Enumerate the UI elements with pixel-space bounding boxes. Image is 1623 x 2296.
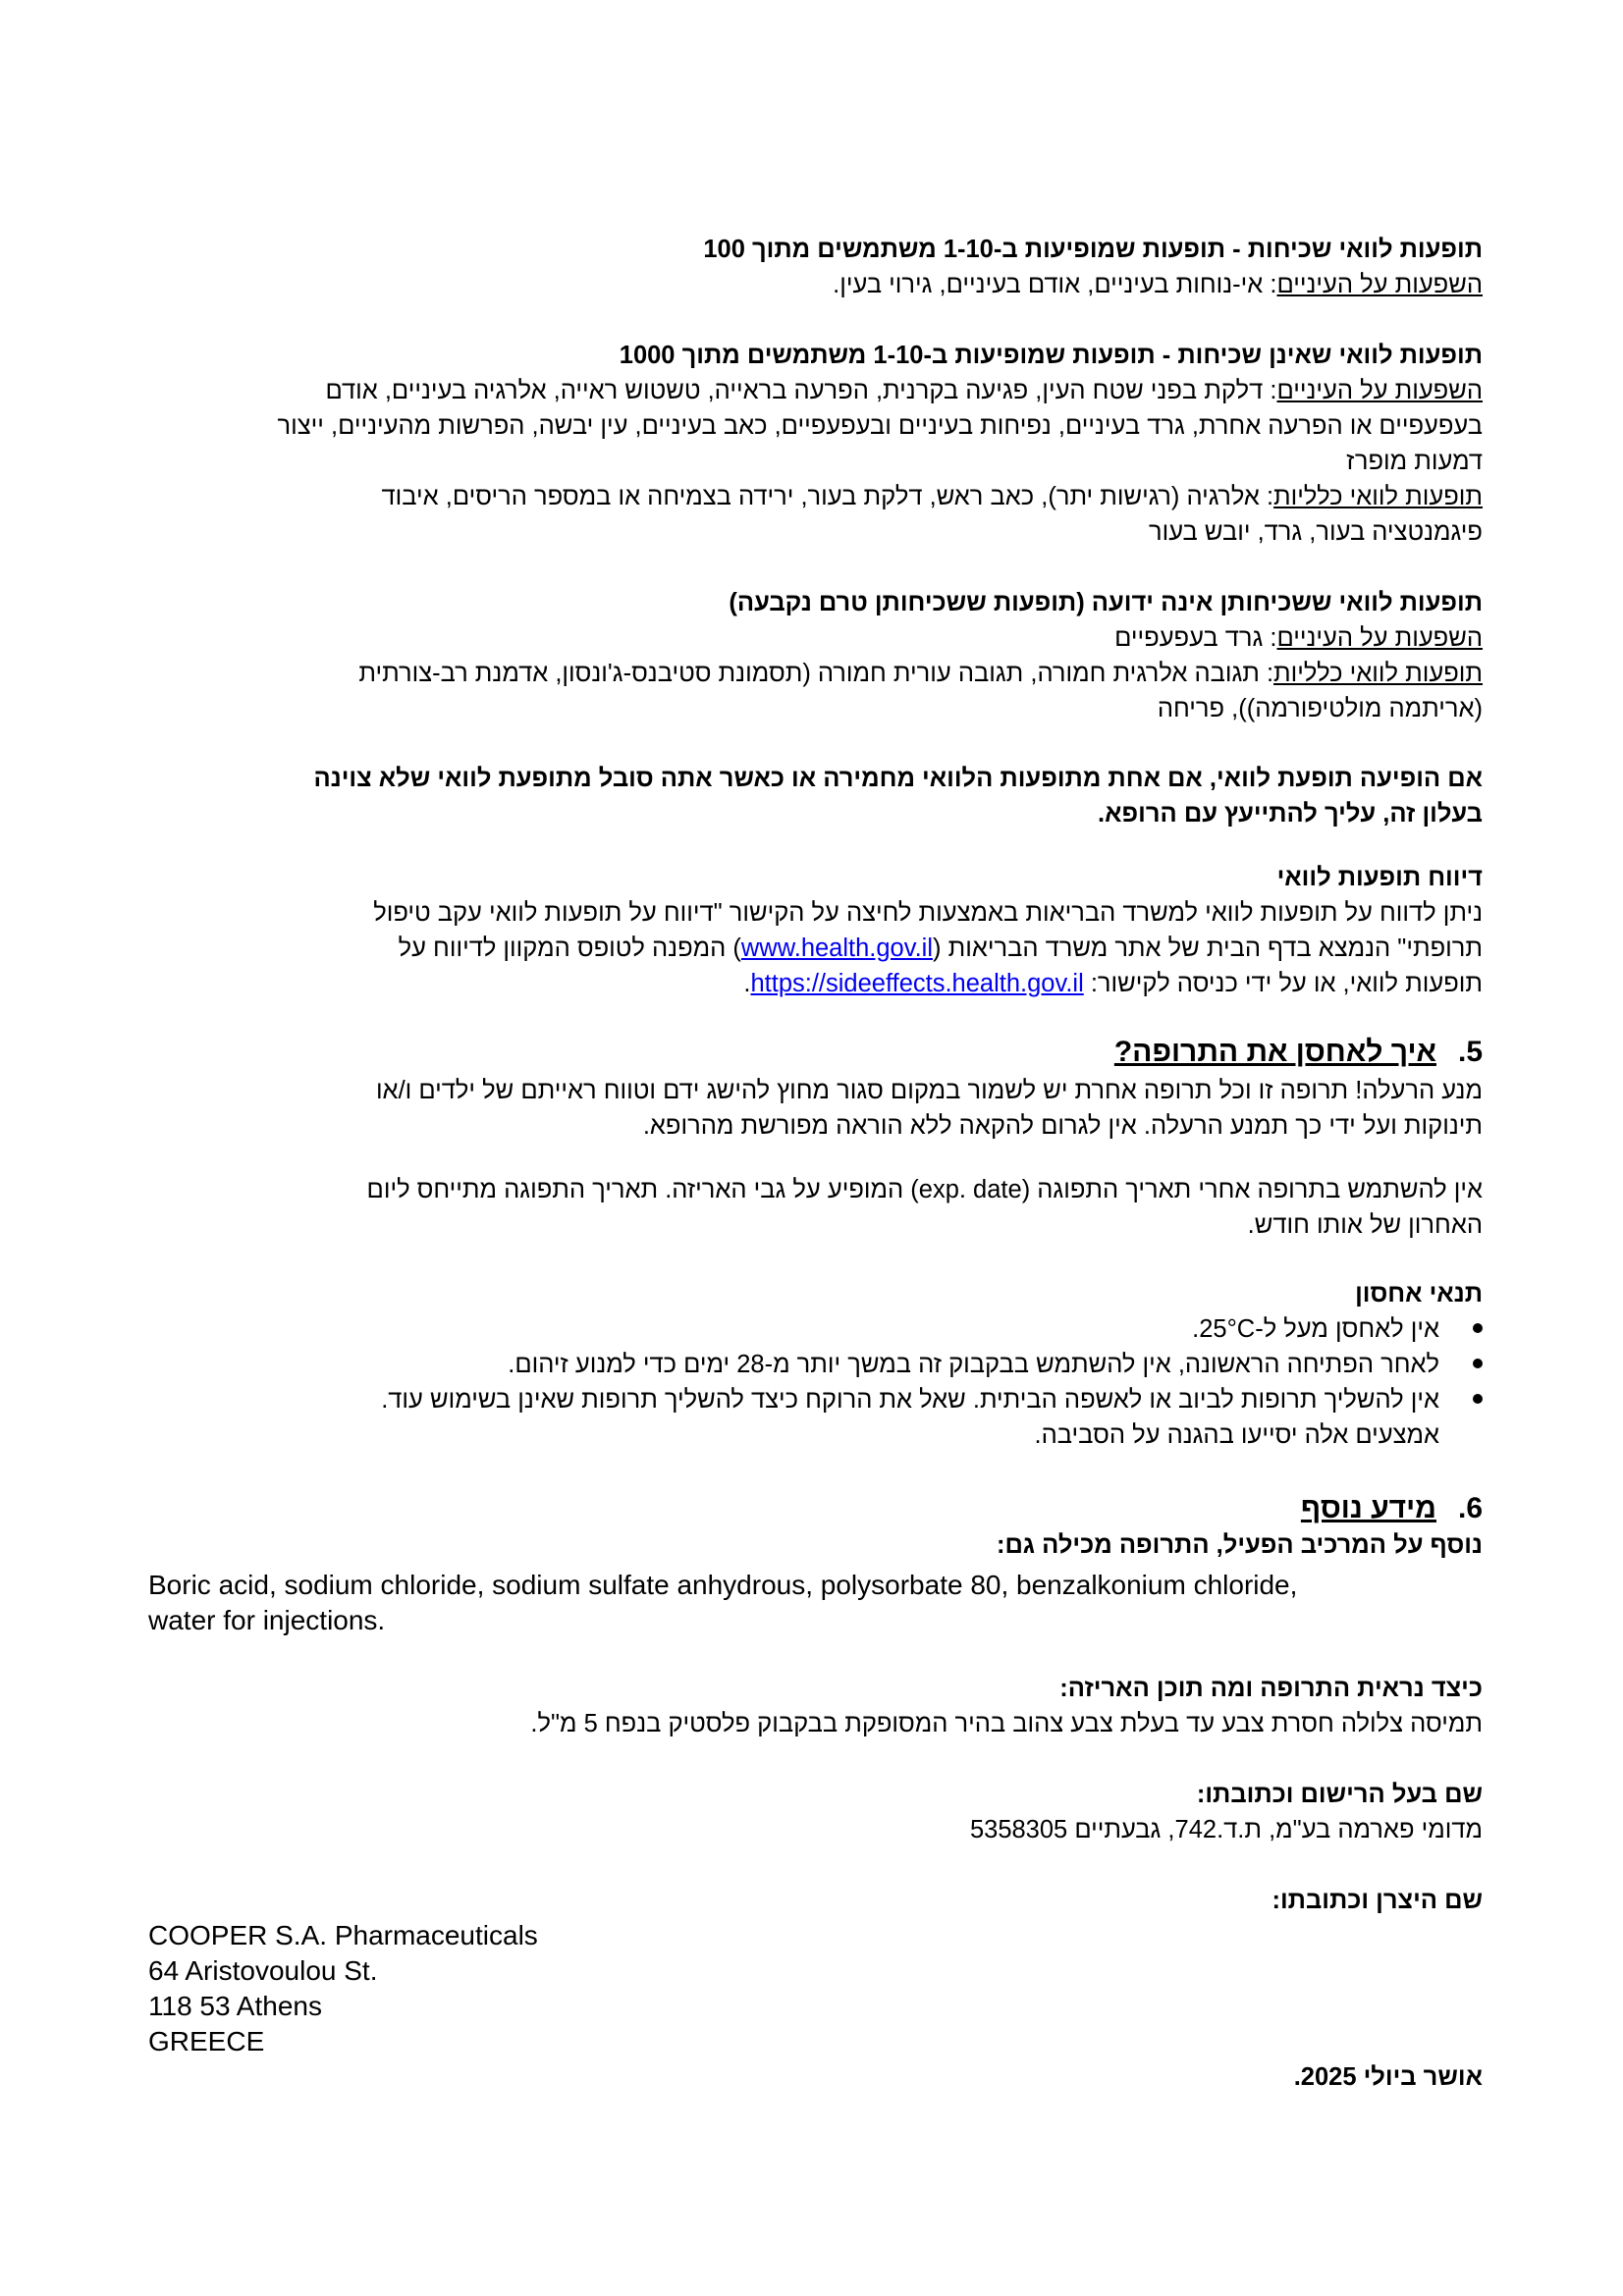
section-6-title: מידע נוסף (1300, 1492, 1436, 1524)
license-holder-text: מדומי פארמה בע"מ, ת.ד.742, גבעתיים 5358305 (969, 1816, 1483, 1843)
expiry-line-1: אין להשתמש בתרופה אחרי תאריך התפוגה (exp. date) המופיע על גבי האריזה. תאריך התפוגה מתייחס ליום (366, 1176, 1483, 1203)
unknown-general-line-1: תופעות לוואי כלליות: תגובה אלרגית חמורה, תגובה עורית חמורה (תסמונת סטיבנס-ג'ונסון, אדמנת רב-צורתית (358, 660, 1483, 687)
bullet-icon (1473, 1359, 1483, 1368)
unknown-frequency-title: תופעות לוואי ששכיחותן אינה ידועה (תופעות ששכיחותן טרם נקבעה) (729, 589, 1483, 616)
general-effects-label: תופעות לוואי כלליות (1273, 660, 1483, 687)
bullet-icon (1473, 1323, 1483, 1333)
license-holder-title: שם בעל הרישום וכתובתו: (1196, 1781, 1483, 1808)
unknown-general-line-2: (אריתמה מולטיפורמה)), פריחה (1157, 695, 1483, 722)
ingredients-line-1: Boric acid, sodium chloride, sodium sulfate anhydrous, polysorbate 80, benzalkonium chloride, (148, 1570, 1298, 1600)
common-eyes-text: : אי-נוחות בעיניים, אודם בעיניים, גירוי בעין. (833, 271, 1277, 298)
storage-title: תנאי אחסון (1355, 1280, 1483, 1308)
uncommon-eyes-line-2: בעפעפיים או הפרעה אחרת, גרד בעיניים, נפיחות בעיניים ובעפעפיים, כאב בעיניים, עין יבשה, הפרשות מהעיניים, ייצור (277, 412, 1483, 440)
poison-warning-line-1: מנע הרעלה! תרופה זו וכל תרופה אחרת יש לשמור במקום סגור מחוץ להישג ידם וטווח ראייתם של ילדים ו/או (375, 1077, 1483, 1104)
manufacturer-line-2: 64 Aristovoulou St. (148, 1955, 378, 1986)
general-effects-label: תופעות לוואי כלליות (1273, 483, 1483, 510)
manufacturer-line-4: GREECE (148, 2026, 265, 2056)
appearance-title: כיצד נראית התרופה ומה תוכן האריזה: (1059, 1675, 1483, 1702)
eyes-effects-label: השפעות על העיניים (1276, 377, 1483, 404)
unknown-eyes-line: השפעות על העיניים: גרד בעפעפיים (1114, 624, 1483, 652)
poison-warning-line-2: תינוקות ועל ידי כך תמנע הרעלה. אין לגרום להקאה ללא הוראה מפורשת מהרופא. (642, 1112, 1483, 1140)
reporting-line-3: תופעות לוואי, או על ידי כניסה לקישור: https://sideeffects.health.gov.il. (743, 970, 1483, 997)
expiry-line-2: האחרון של אותו חודש. (1247, 1211, 1483, 1239)
warning-line-2: בעלון זה, עליך להתייעץ עם הרופא. (1098, 800, 1483, 828)
appearance-text: תמיסה צלולה חסרת צבע עד בעלת צבע צהוב בהיר המסופקת בבקבוק פלסטיק בנפח 5 מ"ל. (530, 1710, 1483, 1737)
eyes-effects-label: השפעות על העיניים (1276, 624, 1483, 652)
section-6-number: 6. (1457, 1492, 1483, 1524)
sideeffects-link[interactable]: https://sideeffects.health.gov.il (750, 970, 1084, 997)
uncommon-eyes-line-1: השפעות על העיניים: דלקת בפני שטח העין, פגיעה בקרנית, הפרעה בראייה, טשטוש ראייה, אלרגיה בעיניים, אודם (325, 377, 1483, 404)
approval-date: אושר ביולי 2025. (1293, 2063, 1483, 2091)
section-6-heading (1301, 1490, 1483, 1527)
uncommon-side-effects-title: תופעות לוואי שאינן שכיחות - תופעות שמופיעות ב-1-10 משתמשים מתוך 1000 (619, 342, 1483, 369)
manufacturer-title: שם היצרן וכתובתו: (1271, 1887, 1483, 1914)
reporting-line-2: תרופתי" הנמצא בדף הבית של אתר משרד הבריאות (www.health.gov.il) המפנה לטופס המקוון לדיווח על (398, 934, 1483, 962)
storage-bullet-1: אין לאחסן מעל ל-25°C. (1192, 1311, 1483, 1347)
warning-line-1: אם הופיעה תופעת לוואי, אם אחת מתופעות הלוואי מחמירה או כאשר אתה סובל מתופעת לוואי שלא צוינה (313, 765, 1483, 792)
manufacturer-line-1: COOPER S.A. Pharmaceuticals (148, 1920, 538, 1950)
storage-bullet-3: אין להשליך תרופות לביוב או לאשפה הביתית. שאל את הרוקח כיצד להשליך תרופות שאינן בשימוש עוד. (381, 1382, 1483, 1417)
uncommon-general-line-1: תופעות לוואי כלליות: אלרגיה (רגישות יתר), כאב ראש, דלקת בעור, ירידה בצמיחה או במספר הריסים, איבוד (381, 483, 1483, 510)
health-gov-link[interactable]: www.health.gov.il (740, 934, 934, 962)
storage-bullet-2: לאחר הפתיחה הראשונה, אין להשתמש בבקבוק זה במשך יותר מ-28 ימים כדי למנוע זיהום. (508, 1347, 1483, 1382)
uncommon-general-line-2: פיגמנטציה בעור, גרד, יובש בעור (1148, 518, 1483, 546)
section-5-number: 5. (1457, 1036, 1483, 1068)
eyes-effects-label: השפעות על העיניים (1276, 271, 1483, 298)
section-5-heading (1114, 1034, 1483, 1071)
ingredients-title: נוסף על המרכיב הפעיל, התרופה מכילה גם: (996, 1531, 1483, 1559)
uncommon-eyes-line-3: דמעות מופרז (1346, 448, 1483, 475)
manufacturer-line-3: 118 53 Athens (148, 1991, 322, 2021)
common-eyes-line (833, 267, 1483, 302)
common-side-effects-title: תופעות לוואי שכיחות - תופעות שמופיעות ב-1-10 משתמשים מתוך 100 (703, 236, 1483, 263)
section-5-title: איך לאחסן את התרופה? (1113, 1036, 1436, 1068)
bullet-icon (1473, 1394, 1483, 1404)
ingredients-line-2: water for injections. (148, 1605, 386, 1635)
reporting-title: דיווח תופעות לוואי (1276, 864, 1483, 891)
reporting-line-1: ניתן לדווח על תופעות לוואי למשרד הבריאות באמצעות לחיצה על הקישור "דיווח על תופעות לוואי עקב טיפול (373, 899, 1483, 927)
storage-bullet-3-cont: אמצעים אלה יסייעו בהגנה על הסביבה. (1034, 1421, 1439, 1449)
